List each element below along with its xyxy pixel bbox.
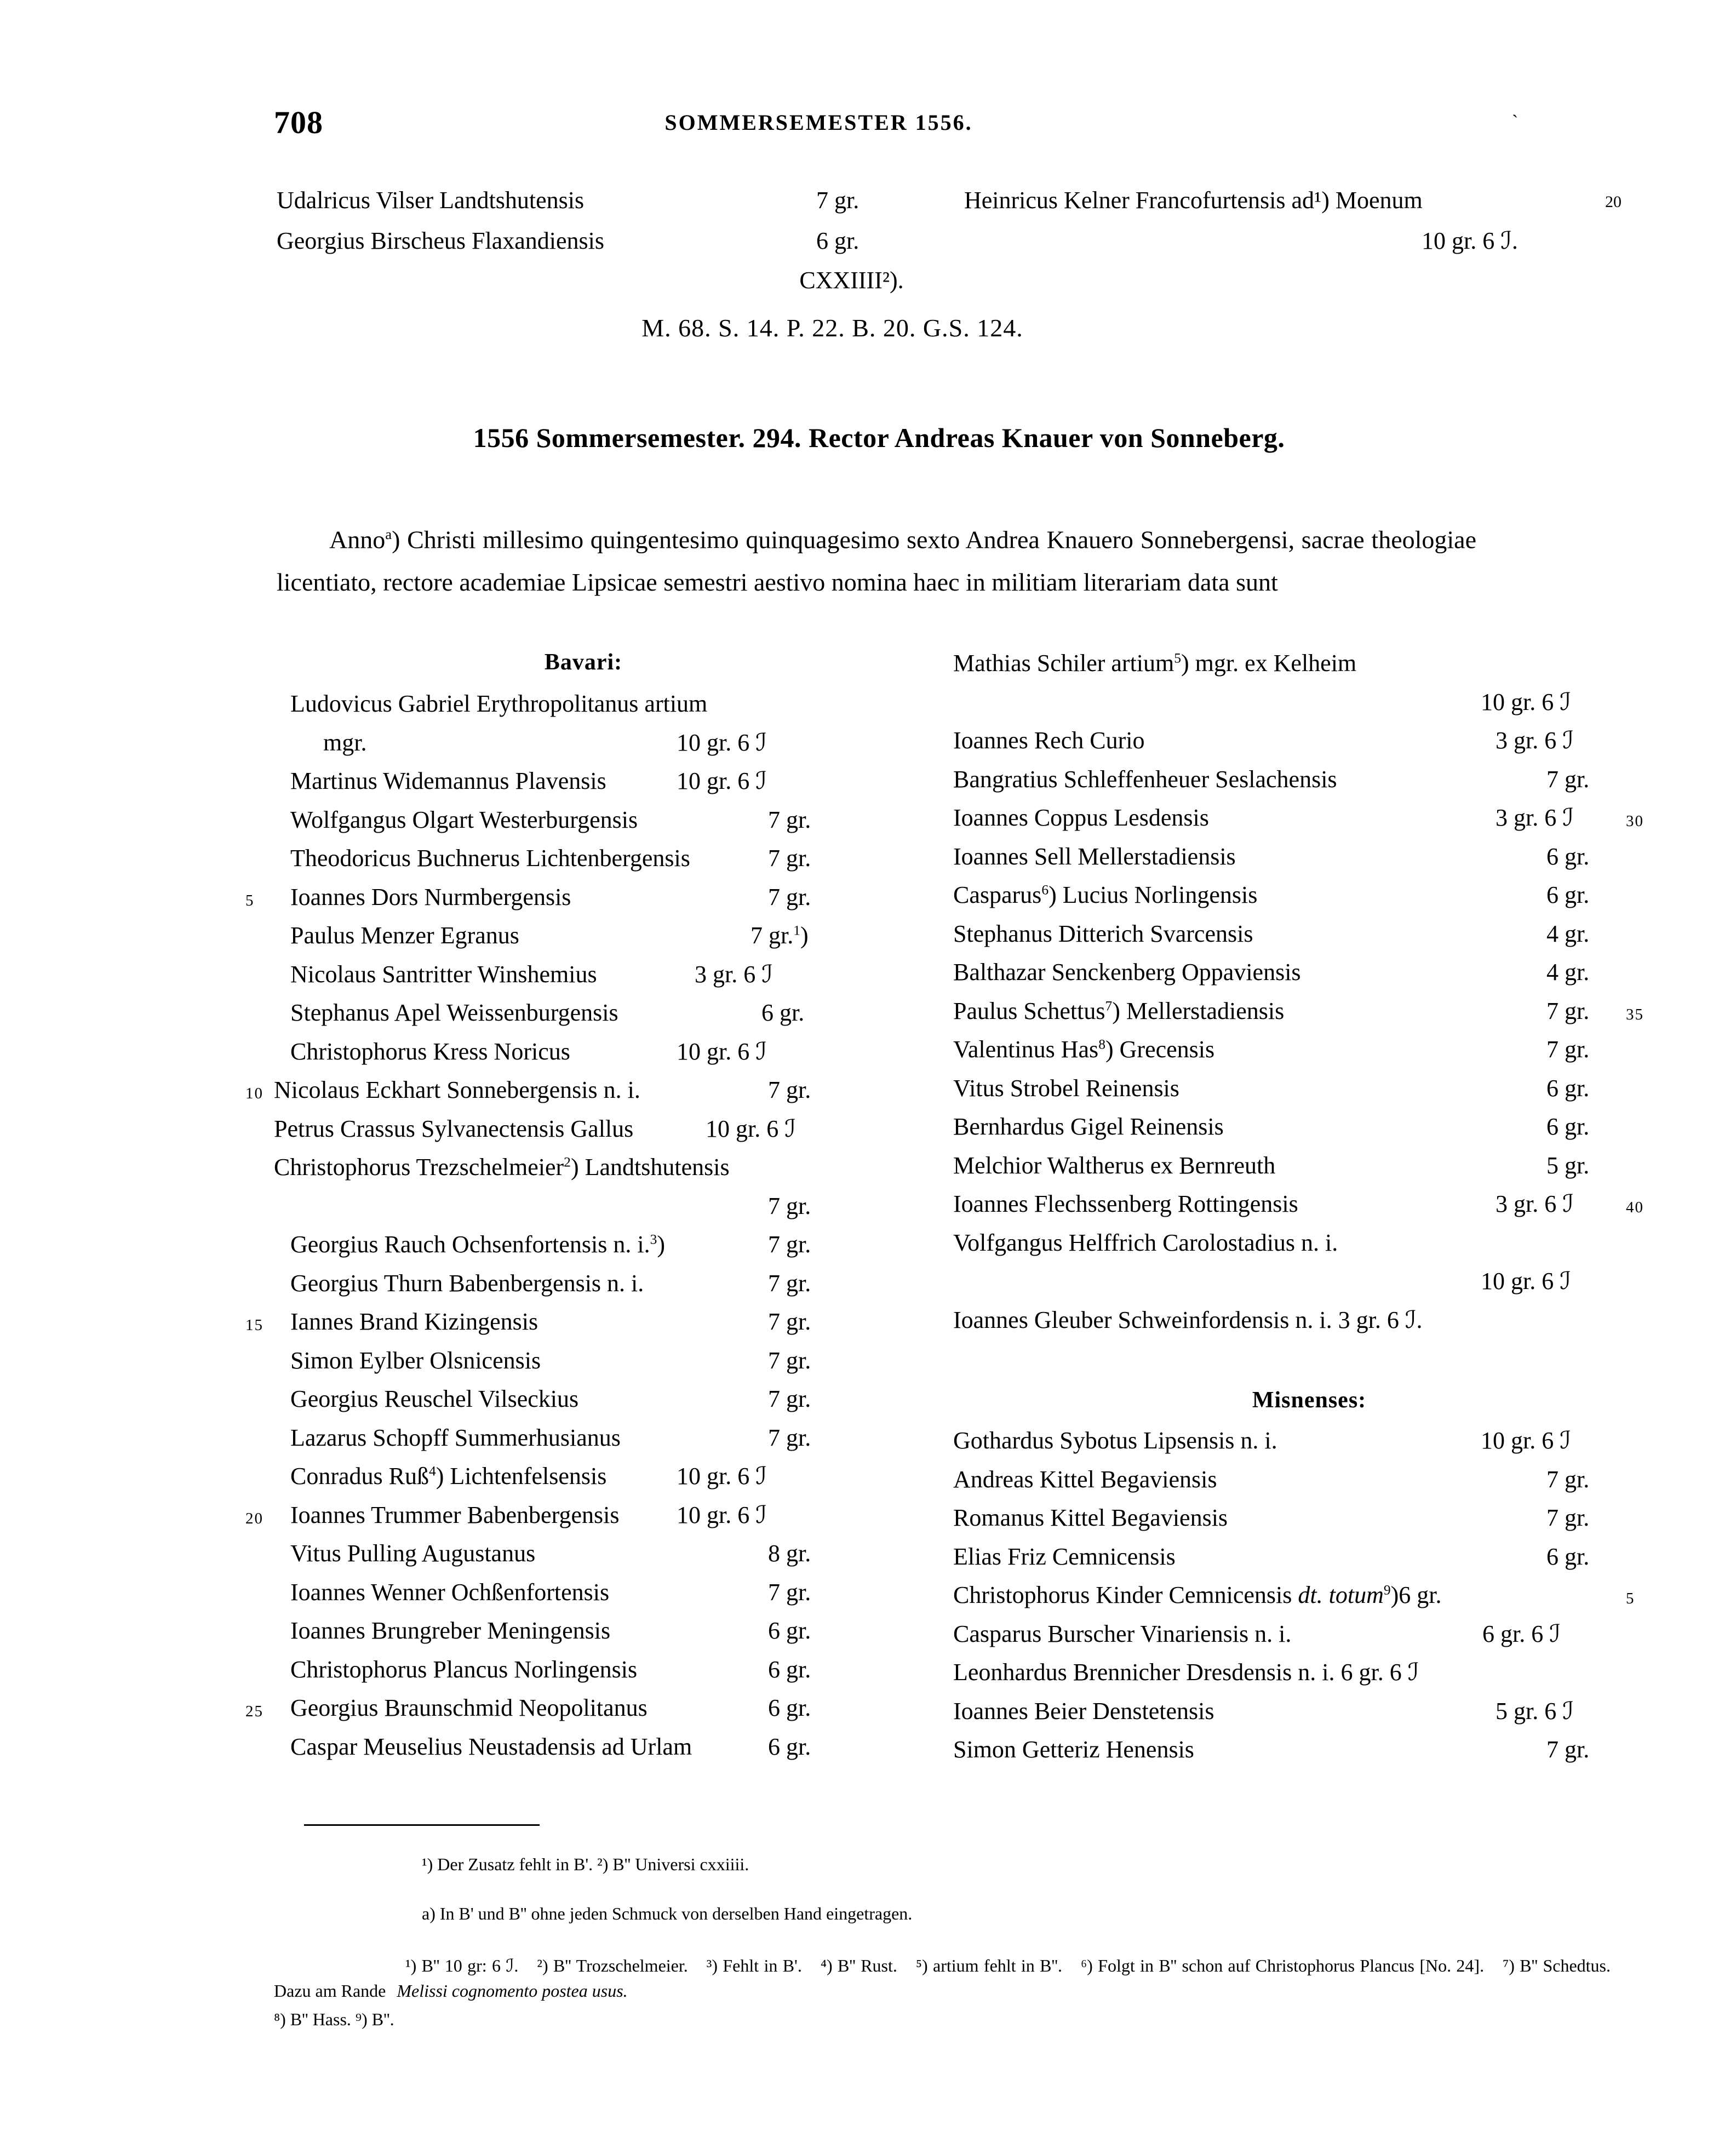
register-entry	[241, 1539, 926, 1578]
nation-heading-misnenses: Misnenses:	[1252, 1388, 1367, 1413]
student-fee: 10 gr. 6 ℐ	[677, 1038, 767, 1065]
left-entry-list	[241, 690, 926, 1771]
student-fee: 6 gr.	[768, 1733, 811, 1760]
footnote-group-tail: ⁸) B'' Hass. ⁹) B''.	[274, 2009, 394, 2029]
student-fee: 6 gr.	[1546, 881, 1590, 908]
table-row	[0, 186, 1736, 227]
student-name: Georgius Thurn Babenbergensis n. i.	[290, 1269, 644, 1297]
register-entry	[953, 1035, 1665, 1074]
student-name: Conradus Ruß$^4$) Lichtenfelsensis	[290, 1463, 607, 1490]
register-entry	[241, 729, 926, 767]
footnote-6: ⁶) Folgt in B'' schon auf Christophorus Plancus [No. 24].	[1081, 1956, 1485, 1975]
student-name: Volfgangus Helffrich Carolostadius n. i.	[953, 1229, 1338, 1256]
register-entry	[953, 649, 1665, 688]
register-entry	[241, 1347, 926, 1385]
student-name: mgr.	[323, 729, 367, 756]
intro-body: ) Christi millesimo quingentesimo quinquagesimo sexto Andrea Knauero Sonnebergensi, sacrae theologiae licentiato, rectore academiae Lipsicae semestri aestivo nomina haec in militiam literariam data sunt	[277, 525, 1476, 597]
student-fee: 3 gr. 6 ℐ	[1496, 727, 1574, 754]
student-fee: 7 gr.	[768, 1385, 811, 1412]
footnote-5: ⁵) artium fehlt in B''.	[915, 1956, 1063, 1975]
footnote-group-a: a) In B' und B'' ohne jeden Schmuck von derselben Hand eingetragen.	[422, 1904, 913, 1923]
register-entry	[241, 1230, 926, 1269]
nation-heading-wrap	[241, 649, 926, 690]
student-fee: 7 gr.	[1546, 997, 1590, 1024]
register-entry	[241, 1578, 926, 1617]
student-name-2: Heinricus Kelner Francofurtensis ad¹) Moenum	[964, 187, 1423, 214]
student-fee: 4 gr.	[1546, 959, 1590, 986]
register-entry	[241, 960, 926, 999]
student-name: Petrus Crassus Sylvanectensis Gallus	[274, 1115, 634, 1142]
register-entry	[241, 883, 926, 922]
line-number: 25	[245, 1703, 263, 1720]
student-fee: 6 gr.	[1546, 1543, 1590, 1570]
student-fee: 10 gr. 6 ℐ	[677, 1463, 767, 1490]
register-column-left	[241, 649, 926, 1771]
register-entry	[953, 1620, 1665, 1659]
student-fee: 7 gr.	[1546, 1036, 1590, 1063]
register-entry	[241, 1076, 926, 1115]
register-entry	[241, 1733, 926, 1772]
student-fee: 6 gr.	[761, 999, 805, 1026]
student-fee: 5 gr.	[1546, 1152, 1590, 1179]
register-entry	[241, 1424, 926, 1463]
footnote-group-previous: ¹) Der Zusatz fehlt in B'. ²) B'' Universi cxxiiii.	[422, 1854, 749, 1874]
register-entry	[953, 1658, 1665, 1697]
misnenses-entry-list	[953, 1427, 1665, 1774]
student-fee: 7 gr.	[768, 1424, 811, 1451]
register-entry	[953, 1306, 1665, 1345]
student-fee: 6 gr.	[816, 227, 860, 254]
student-name: Casparus Burscher Vinariensis n. i.	[953, 1620, 1292, 1647]
student-fee: 6 gr.	[1546, 1074, 1590, 1102]
student-name: Vitus Pulling Augustanus	[290, 1540, 536, 1567]
footnote-ref-a: a	[385, 526, 392, 542]
student-fee: 3 gr. 6 ℐ	[695, 960, 773, 988]
student-name: Paulus Schettus$^7$) Mellerstadiensis	[953, 997, 1285, 1024]
student-fee: 7 gr.	[768, 1192, 811, 1219]
student-name: Ioannes Brungreber Meningensis	[290, 1617, 611, 1644]
register-entry	[953, 1504, 1665, 1543]
register-entry	[953, 1543, 1665, 1582]
student-fee: 7 gr.	[1546, 1504, 1590, 1531]
register-entry	[241, 1269, 926, 1308]
student-fee: 6 gr.	[768, 1694, 811, 1721]
footnote-group-main	[274, 1953, 1611, 2003]
register-entry	[953, 804, 1665, 843]
register-entry	[241, 806, 926, 845]
line-number: 40	[1626, 1199, 1644, 1216]
student-fee: 6 gr.	[1546, 843, 1590, 870]
student-name: Stephanus Ditterich Svarcensis	[953, 920, 1253, 947]
student-name: Nicolaus Santritter Winshemius	[290, 960, 597, 988]
student-name: Iannes Brand Kizingensis	[290, 1308, 538, 1335]
student-fee: 7 gr.	[768, 1231, 811, 1258]
register-entry	[241, 1385, 926, 1424]
student-name: Ioannes Flechssenberg Rottingensis	[953, 1190, 1298, 1217]
register-entry	[241, 1462, 926, 1501]
student-name: Ioannes Coppus Lesdensis	[953, 804, 1209, 831]
register-entry	[241, 1655, 926, 1694]
register-entry	[953, 843, 1665, 881]
folio-number: 708	[274, 105, 323, 140]
nation-heading-bavari: Bavari:	[544, 650, 623, 675]
student-name: Georgius Birscheus Flaxandiensis	[277, 227, 605, 254]
student-name: Theodoricus Buchnerus Lichtenbergensis	[290, 845, 690, 872]
student-fee: 6 gr.	[1546, 1113, 1590, 1140]
section-title: 1556 Sommersemester. 294. Rector Andreas Knauer von Sonneberg.	[473, 422, 1285, 453]
footnote-7: ⁷) B'' Schedtus. Dazu am Rande	[274, 1956, 1611, 2001]
student-fee: 7 gr.	[768, 1347, 811, 1374]
student-name: Bangratius Schleffenheuer Seslachensis	[953, 765, 1337, 793]
register-entry	[953, 1465, 1665, 1504]
student-fee: 6 gr. 6 ℐ	[1482, 1620, 1561, 1647]
student-fee: 7 gr.	[768, 806, 811, 833]
register-entry	[953, 765, 1665, 804]
student-name: Christophorus Plancus Norlingensis	[290, 1655, 638, 1683]
register-entry	[953, 920, 1665, 959]
student-name: Ioannes Wenner Ochßenfortensis	[290, 1578, 610, 1606]
student-fee: 10 gr. 6 ℐ	[1481, 1268, 1571, 1294]
register-column-right	[953, 649, 1665, 1774]
line-number: 20	[1605, 193, 1622, 211]
running-head-title: SOMMERSEMESTER 1556.	[664, 110, 973, 135]
register-entry	[953, 1190, 1665, 1229]
student-fee: 7 gr.	[768, 1578, 811, 1606]
student-name: Ioannes Sell Mellerstadiensis	[953, 843, 1236, 870]
student-fee: 10 gr. 6 ℐ	[677, 1501, 767, 1528]
intro-anno: Anno	[329, 525, 386, 554]
student-name: Mathias Schiler artium$^5$) mgr. ex Kelheim	[953, 650, 1357, 677]
student-name: Ioannes Beier Denstetensis	[953, 1697, 1214, 1725]
student-name: Ioannes Trummer Babenbergensis	[290, 1501, 620, 1528]
student-fee: 4 gr.	[1546, 920, 1590, 947]
student-name: Elias Friz Cemnicensis	[953, 1543, 1176, 1570]
student-name: Georgius Reuschel Vilseckius	[290, 1385, 579, 1412]
register-entry	[953, 997, 1665, 1036]
register-entry	[241, 999, 926, 1038]
student-name: Stephanus Apel Weissenburgensis	[290, 999, 618, 1026]
footnote-3: ³) Fehlt in B'.	[706, 1956, 802, 1975]
student-fee: 3 gr. 6 ℐ	[1496, 804, 1574, 831]
student-fee: 7 gr.	[1546, 765, 1590, 793]
register-entry	[241, 1153, 926, 1192]
student-fee: 7 gr.	[816, 187, 860, 214]
right-entry-list	[953, 649, 1665, 1344]
register-entry	[241, 921, 926, 960]
footnote-rule	[304, 1824, 540, 1826]
student-name: Bernhardus Gigel Reinensis	[953, 1113, 1224, 1140]
student-name: Melchior Waltherus ex Bernreuth	[953, 1152, 1276, 1179]
student-name: Lazarus Schopff Summerhusianus	[290, 1424, 621, 1451]
running-head	[0, 104, 1736, 140]
student-name: Christophorus Kress Noricus	[290, 1038, 570, 1065]
register-entry	[241, 1115, 926, 1154]
student-name: Romanus Kittel Begaviensis	[953, 1504, 1228, 1531]
student-fee: 6 gr.	[768, 1617, 811, 1644]
register-entry	[953, 1697, 1665, 1736]
register-entry	[953, 688, 1665, 727]
student-fee: 7 gr.	[768, 1269, 811, 1297]
student-name: Andreas Kittel Begaviensis	[953, 1465, 1217, 1493]
line-number: 10	[245, 1085, 263, 1102]
register-entry	[241, 844, 926, 883]
student-fee: 8 gr.	[768, 1540, 811, 1567]
footnote-4: ⁴) B'' Rust.	[820, 1956, 897, 1975]
table-row	[0, 227, 1736, 267]
student-fee-2: 10 gr. 6 ℐ.	[1422, 227, 1518, 254]
footnote-7-italic: Melissi cognomento postea usus.	[397, 1981, 628, 2001]
student-name: Caspar Meuselius Neustadensis ad Urlam	[290, 1733, 692, 1760]
register-entry	[241, 1694, 926, 1733]
student-fee: 7 gr.	[1546, 1465, 1590, 1493]
student-name: Vitus Strobel Reinensis	[953, 1074, 1179, 1102]
register-entry	[953, 881, 1665, 920]
student-name: Valentinus Has$^8$) Grecensis	[953, 1036, 1215, 1063]
line-number: 15	[245, 1316, 263, 1334]
line-number: 30	[1626, 812, 1644, 830]
student-fee: 10 gr. 6 ℐ	[1481, 688, 1571, 715]
student-fee: 3 gr. 6 ℐ	[1496, 1190, 1574, 1217]
intro-paragraph	[277, 513, 1476, 604]
register-entry	[241, 1617, 926, 1655]
student-fee: 10 gr. 6 ℐ	[1481, 1427, 1571, 1454]
register-entry	[953, 726, 1665, 765]
register-entry	[953, 958, 1665, 997]
line-number: 35	[1626, 1005, 1644, 1023]
line-number: 5	[245, 891, 255, 909]
register-entry	[953, 1113, 1665, 1152]
register-entry	[953, 1267, 1665, 1306]
student-fee: 7 gr.$^1$)	[750, 922, 809, 949]
student-name: Udalricus Vilser Landtshutensis	[277, 187, 585, 214]
roman-numeral-total: CXXIIII²).	[799, 267, 904, 294]
register-entry	[953, 1074, 1665, 1113]
register-entry	[241, 1038, 926, 1076]
student-fee: 7 gr.	[768, 1076, 811, 1103]
line-number: 5	[1626, 1590, 1635, 1607]
register-entry	[953, 1152, 1665, 1190]
footnote-2: ²) B'' Trozschelmeier.	[537, 1956, 688, 1975]
register-entry	[241, 1308, 926, 1347]
register-entry	[953, 1735, 1665, 1774]
student-fee: 7 gr.	[768, 845, 811, 872]
student-fee: 7 gr.	[768, 1308, 811, 1335]
student-name: Gothardus Sybotus Lipsensis n. i.	[953, 1427, 1277, 1454]
previous-register-tail	[0, 186, 1736, 267]
register-entry	[953, 1229, 1665, 1268]
register-entry	[241, 767, 926, 806]
student-fee: 10 gr. 6 ℐ	[677, 729, 767, 756]
margin-tick-mark: `	[1512, 112, 1519, 132]
student-name: Nicolaus Eckhart Sonnebergensis n. i.	[274, 1076, 640, 1103]
student-name: Wolfgangus Olgart Westerburgensis	[290, 806, 638, 833]
student-fee: 10 gr. 6 ℐ	[677, 767, 767, 794]
line-number: 20	[245, 1509, 263, 1527]
register-entry	[953, 1427, 1665, 1465]
student-name: Ludovicus Gabriel Erythropolitanus artium	[290, 690, 708, 717]
register-entry	[241, 690, 926, 729]
student-name: Martinus Widemannus Plavensis	[290, 767, 606, 794]
register-entry	[241, 1501, 926, 1540]
student-fee: 7 gr.	[768, 883, 811, 910]
student-name: Christophorus Kinder Cemnicensis dt. totum$^9$)6 gr.	[953, 1582, 1442, 1608]
student-fee: 10 gr. 6 ℐ	[706, 1115, 796, 1142]
student-fee: 5 gr. 6 ℐ	[1496, 1697, 1574, 1725]
student-name: Casparus$^6$) Lucius Norlingensis	[953, 881, 1258, 908]
student-name: Christophorus Trezschelmeier$^2$) Landtshutensis	[274, 1154, 730, 1181]
student-fee: 6 gr.	[768, 1655, 811, 1683]
student-name: Balthazar Senckenberg Oppaviensis	[953, 959, 1301, 986]
student-name: Simon Getteriz Henensis	[953, 1736, 1194, 1763]
student-name: Ioannes Dors Nurmbergensis	[290, 883, 571, 910]
student-name: Georgius Braunschmid Neopolitanus	[290, 1694, 648, 1721]
register-entry	[241, 1192, 926, 1231]
nation-totals-line: M. 68. S. 14. P. 22. B. 20. G.S. 124.	[641, 314, 1023, 342]
student-name: Simon Eylber Olsnicensis	[290, 1347, 541, 1374]
nation-heading-wrap	[953, 1344, 1665, 1427]
student-fee: 7 gr.	[1546, 1736, 1590, 1763]
footnote-1: ¹) B'' 10 gr: 6 ℐ.	[405, 1956, 519, 1975]
student-name: Ioannes Rech Curio	[953, 727, 1145, 754]
student-name: Paulus Menzer Egranus	[290, 922, 519, 949]
student-name: Georgius Rauch Ochsenfortensis n. i.$^3$)	[290, 1231, 666, 1258]
student-name: Ioannes Gleuber Schweinfordensis n. i. 3 gr. 6 ℐ.	[953, 1306, 1423, 1333]
student-name: Leonhardus Brennicher Dresdensis n. i. 6 gr. 6 ℐ	[953, 1659, 1419, 1686]
register-entry	[953, 1581, 1665, 1620]
